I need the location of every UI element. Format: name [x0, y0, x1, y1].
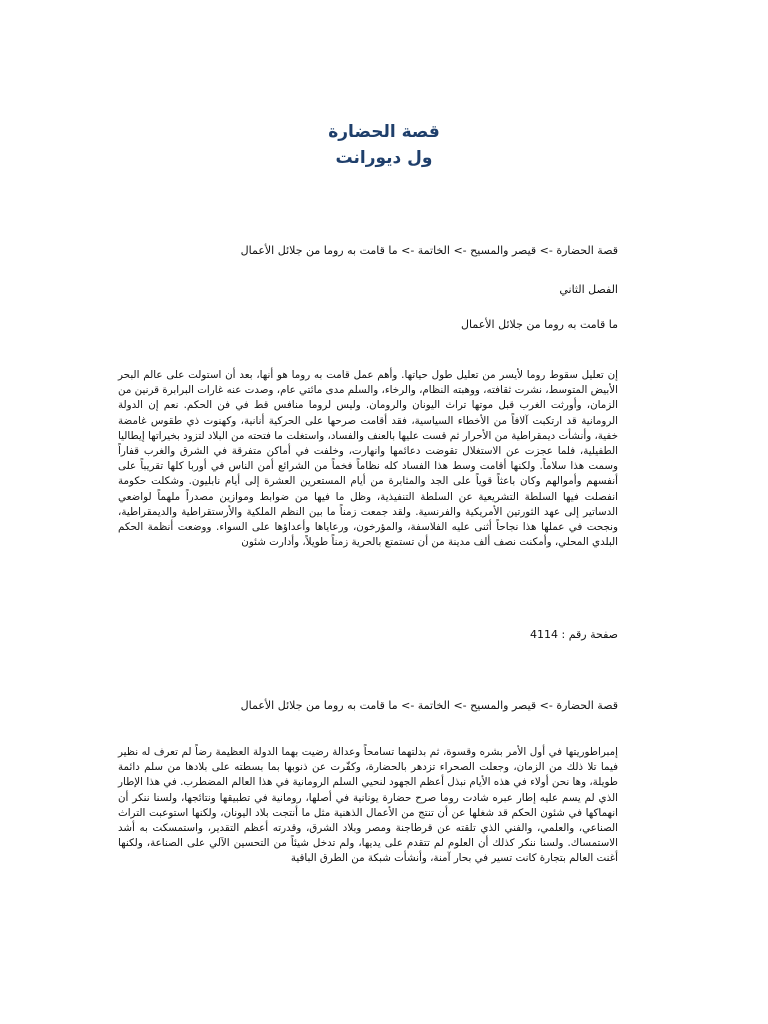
page-number-separator: :: [558, 628, 566, 641]
breadcrumb: قصة الحضارة -> قيصر والمسيح -> الخاتمة -> ما قامت به روما من جلائل الأعمال: [240, 699, 618, 712]
page-number-label: صفحة رقم: [568, 628, 618, 641]
book-author: ول ديورانت: [335, 148, 433, 168]
chapter-label: الفصل الثاني: [559, 283, 618, 296]
page-number: [530, 628, 618, 642]
section-heading: ما قامت به روما من جلائل الأعمال: [461, 318, 618, 331]
breadcrumb: قصة الحضارة -> قيصر والمسيح -> الخاتمة -> ما قامت به روما من جلائل الأعمال: [240, 244, 618, 257]
body-paragraph: إن تعليل سقوط روما لأيسر من تعليل طول حياتها. وأهم عمل قامت به روما هو أنها، بعد أن استولت على عالم البحر الأبيض المتوسط، نشرت ثقافته، ووهبته النظام، والرخاء، والسلم مدى مائتي عام، وصدت عنه غارات البرابرة قرنين من الزمان، وأورثت الغرب قبل موتها تراث اليونان والرومان. وليس لروما منافس قط في فن الحكم. نعم إن الدولة الرومانية قد ارتكبت آلافاً من الأخطاء السياسية، فقد أقامت صرحها على الحركية أنانية، وكهنوت ذي طقوس غامضة خفية، وأنشأت ديمقراطية من الأحرار ثم قست عليها بالعنف والفساد، واستغلت ما فتحته من البلاد لتزود بخيراتها إيطاليا الطفيلية، فلما عجزت عن الاستغلال تقوضت دعائمها وانهارت، وخلفت في أماكن متفرقة في الشرق والغرب قفاراً وسمت هذا سلاماً. ولكنها أقامت وسط هذا الفساد كله نظاماً فخماً من الشرائع أمن الناس في أوربا كلها تقريباً على أنفسهم وأموالهم وكان باعثاً قوياً على الجد والمثابرة من أيام المستعرين العشرة إلى أيام نابليون. وشكلت حكومة انفصلت فيها السلطة التشريعية عن السلطة التنفيذية، وظل ما فيها من ضوابط وموازين مصدراً ملهماً لواضعي الدساتير إلى عهد الثورتين الأمريكية والفرنسية. ولقد جمعت زمناً ما بين النظم الملكية والأرستقراطية والديمقراطية، ونجحت في عملها هذا نجاحاً أثنى عليه الفلاسفة، والمؤرخون، ورعاياها وأعداؤها على السواء. ووضعت أنظمة الحكم البلدي المحلي، وأمكنت نصف ألف مدينة من أن تستمتع بالحرية زمناً طويلاً، وأدارت شئون: [118, 369, 618, 549]
page-number-value: 4114: [530, 628, 558, 641]
book-title: قصة الحضارة: [328, 122, 440, 142]
body-paragraph: إمبراطوريتها في أول الأمر بشره وقسوة، ثم بدلتهما تسامحاً وعدالة رضيت بهما الدولة العظيمة رضاً لم تعرف له نظير فيما تلا ذلك من الزمان، وجعلت الصحراء تزدهر بالحضارة، وكفّرت عن ذنوبها بما بسطته على بلادها من سلم دائمة طويلة، وها نحن أولاء في هذه الأيام نبذل أعظم الجهود لنحيي السلم الرومانية في هذا العالم المضطرب. في هذا الإطار الذي لم يسم عليه إطار عبره شادت روما صرح حضارة يونانية في أصلها، رومانية في تطبيقها ونتائجها، ولسنا ننكر أن انهماكها في شئون الحكم قد شغلها عن أن تنتج من الأعمال الذهنية مثل ما أنتجت بلاد اليونان، ولكنها استوعبت التراث الصناعي، والعلمي، والفني الذي تلقته عن قرطاجنة ومصر وبلاد الشرق، وقدرته أعظم التقدير، واستمسكت به أشد الاستمساك. ولسنا ننكر كذلك أن العلوم لم تتقدم على يديها، ولم تدخل شيئاً من التحسين الآلي على الصناعة، ولكنها أغنت العالم بتجارة كانت تسير في بحار آمنة، وأنشأت شبكة من الطرق الباقية: [118, 746, 618, 865]
